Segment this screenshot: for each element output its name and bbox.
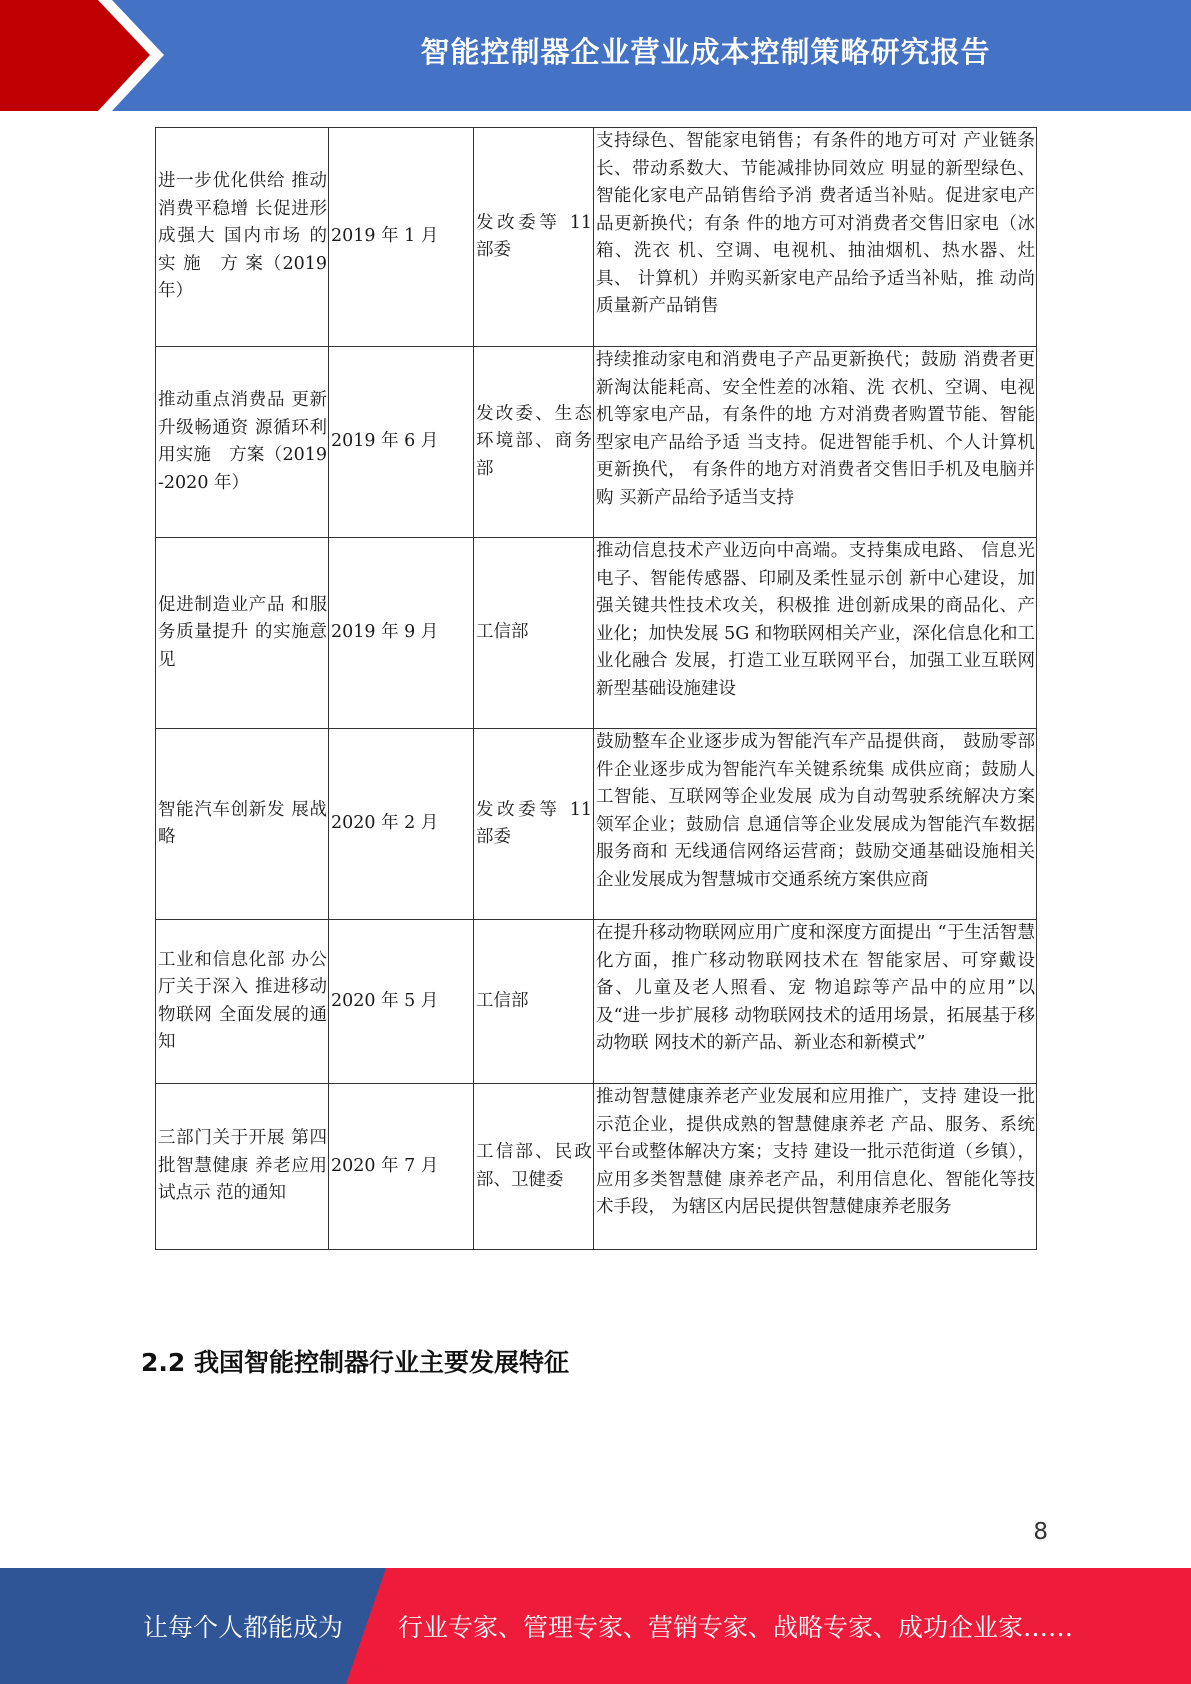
policy-name-cell: 三部门关于开展 第四批智慧健康 养老应用试点示 范的通知 [156, 1084, 329, 1250]
footer-slogan-left: 让每个人都能成为 [143, 1613, 344, 1642]
policy-content-cell: 鼓励整车企业逐步成为智能汽车产品提供商， 鼓励零部件企业逐步成为智能汽车关键系统集 成供应商；鼓励人工智能、互联网等企业发展 成为自动驾驶系统解决方案领军企业；鼓励信 息通信等企业发展成为智能汽车数据服务商和 无线通信网络运营商；鼓励交通基础设施相关 企业发展成为智慧城市交通系统方案供应商 [594, 729, 1037, 920]
policy-name-cell: 促进制造业产品 和服务质量提升 的实施意见 [156, 538, 329, 729]
policy-dept-cell: 工信部 [474, 538, 594, 729]
section-heading: 2.2 我国智能控制器行业主要发展特征 [141, 1348, 569, 1377]
policy-dept-cell: 工信部 [474, 920, 594, 1084]
policy-content-cell: 在提升移动物联网应用广度和深度方面提出 “于生活智慧化方面，推广移动物联网技术在 智能家居、可穿戴设备、儿童及老人照看、宠 物追踪等产品中的应用”以及“进一步扩展移 动物联网技术的适用场景，拓展基于移动物联 网技术的新产品、新业态和新模式” [594, 920, 1037, 1084]
page-number: 8 [1033, 1519, 1048, 1545]
policy-content-cell: 推动信息技术产业迈向中高端。支持集成电路、 信息光电子、智能传感器、印刷及柔性显示创 新中心建设，加强关键共性技术攻关，积极推 进创新成果的商品化、产业化；加快发展 5G 和物联网相关产业，深化信息化和工业化融合 发展，打造工业互联网平台，加强工业互联网 新型基础设施建设 [594, 538, 1037, 729]
policy-date-cell: 2019 年 9 月 [329, 538, 474, 729]
footer-slogan-right: 行业专家、管理专家、营销专家、战略专家、成功企业家…… [398, 1613, 1074, 1642]
policy-date-cell: 2019 年 1 月 [329, 128, 474, 347]
table-row [156, 347, 1037, 538]
policy-dept-cell: 发改委等 11 部委 [474, 729, 594, 920]
policy-date-cell: 2020 年 2 月 [329, 729, 474, 920]
policy-date-cell: 2020 年 5 月 [329, 920, 474, 1084]
policy-content-cell: 持续推动家电和消费电子产品更新换代；鼓励 消费者更新淘汰能耗高、安全性差的冰箱、洗 衣机、空调、电视机等家电产品，有条件的地 方对消费者购置节能、智能型家电产品给予适 当支持。促进智能手机、个人计算机更新换代， 有条件的地方对消费者交售旧手机及电脑并购 买新产品给予适当支持 [594, 347, 1037, 538]
table-row [156, 729, 1037, 920]
table-row [156, 920, 1037, 1084]
policy-name-cell: 智能汽车创新发 展战略 [156, 729, 329, 920]
policy-name-cell: 推动重点消费品 更新升级畅通资 源循环利用实施 方案（2019-2020 年） [156, 347, 329, 538]
policy-date-cell: 2020 年 7 月 [329, 1084, 474, 1250]
policy-content-cell: 推动智慧健康养老产业发展和应用推广，支持 建设一批示范企业，提供成熟的智慧健康养老 产品、服务、系统平台或整体解决方案；支持 建设一批示范街道（乡镇），应用多类智慧健 康养老产品，利用信息化、智能化等技术手段， 为辖区内居民提供智慧健康养老服务 [594, 1084, 1037, 1250]
table-row [156, 1084, 1037, 1250]
policy-table [155, 127, 1037, 1250]
table-row [156, 538, 1037, 729]
page-header-banner [0, 0, 1191, 111]
policy-content-cell: 支持绿色、智能家电销售；有条件的地方可对 产业链条长、带动系数大、节能减排协同效应 明显的新型绿色、智能化家电产品销售给予消 费者适当补贴。促进家电产品更新换代；有条 件的地方可对消费者交售旧家电（冰箱、洗衣 机、空调、电视机、抽油烟机、热水器、灶具、 计算机）并购买新家电产品给予适当补贴，推 动尚质量新产品销售 [594, 128, 1037, 347]
policy-name-cell: 进一步优化供给 推动消费平稳增 长促进形成强大 国内市场 的 实 施 方 案（2019 年） [156, 128, 329, 347]
policy-dept-cell: 发改委、生态环境部、商务部 [474, 347, 594, 538]
page-footer-banner [0, 1568, 1191, 1684]
policy-date-cell: 2019 年 6 月 [329, 347, 474, 538]
report-title: 智能控制器企业营业成本控制策略研究报告 [420, 34, 991, 69]
policy-dept-cell: 工信部、民政部、卫健委 [474, 1084, 594, 1250]
policy-name-cell: 工业和信息化部 办公厅关于深入 推进移动物联网 全面发展的通知 [156, 920, 329, 1084]
table-row [156, 128, 1037, 347]
policy-dept-cell: 发改委等 11 部委 [474, 128, 594, 347]
